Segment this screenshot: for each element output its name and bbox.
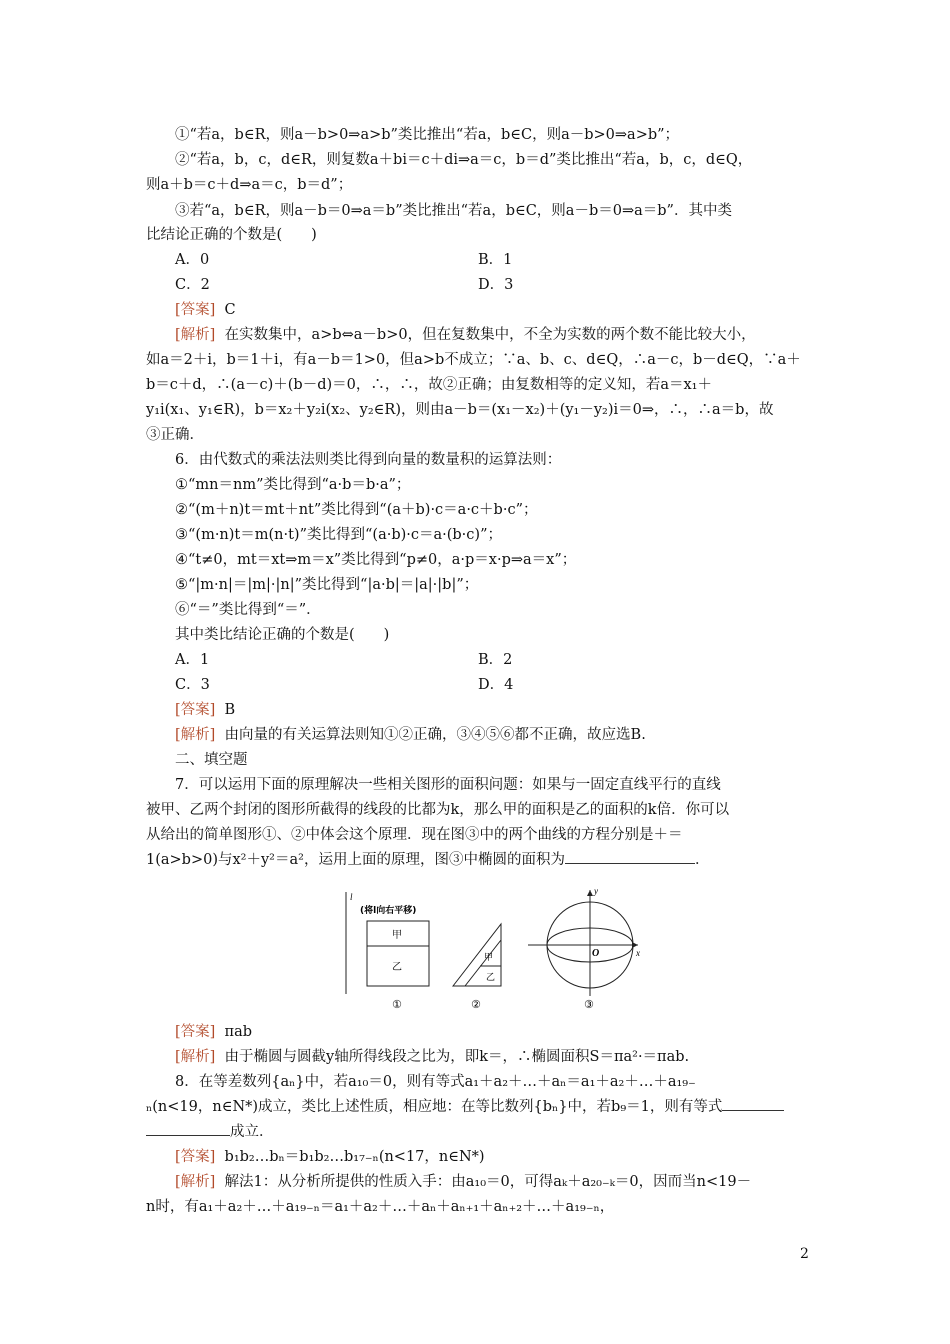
q8-line1: 8．在等差数列{aₙ}中，若a₁₀＝0，则有等式a₁＋a₂＋…＋aₙ＝a₁＋a₂＋…＋a₁₉₋ xyxy=(175,1074,696,1090)
q5-question: 比结论正确的个数是( ) xyxy=(146,227,317,243)
q8-line2-text: ₙ(n<19，n∈N*)成立，类比上述性质，相应地：在等比数列{bₙ}中，若b₉＝1，则有等式 xyxy=(146,1099,723,1115)
page-number: 2 xyxy=(800,1246,809,1262)
answer-value: b₁b₂…bₙ＝b₁b₂…b₁₇₋ₙ(n<17，n∈N*) xyxy=(224,1149,485,1165)
q8-answer xyxy=(175,1146,485,1168)
section-heading: 二、填空题 xyxy=(175,752,248,768)
q6-item-4: ④“t≠0，mt＝xt⇒m＝x”类比得到“p≠0，a·p＝x·p⇒a＝x”； xyxy=(175,552,577,568)
q6-item-3: ③“(m·n)t＝m(n·t)”类比得到“(a·b)·c＝a·(b·c)”； xyxy=(175,527,502,543)
q6-item-6: ⑥“＝”类比得到“＝”． xyxy=(175,602,321,618)
answer-value: πab xyxy=(224,1024,253,1040)
q5-option-b: B．1 xyxy=(478,252,513,268)
q5-option-c: C．2 xyxy=(175,277,210,293)
q5-option-d: D．3 xyxy=(478,277,514,293)
q7-line4 xyxy=(146,849,709,871)
figure-number-1: ① xyxy=(392,998,402,1011)
q7-analysis xyxy=(175,1046,689,1068)
answer-value: C xyxy=(224,302,236,318)
q7-line4-text: 1(a>b>0)与x²＋y²＝a²，运用上面的原理，图③中椭圆的面积为 xyxy=(146,852,565,868)
q8-analysis-line2: n时，有a₁＋a₂＋…＋a₁₉₋ₙ＝a₁＋a₂＋…＋aₙ＋aₙ₊₁＋aₙ₊₂＋…＋a₁₉₋ₙ， xyxy=(146,1199,615,1215)
answer-tag: [答案] xyxy=(175,1149,216,1165)
q8-analysis xyxy=(175,1171,751,1193)
q6-option-b: B．2 xyxy=(478,652,513,668)
q5-statement-2: ②“若a，b，c，d∈R，则复数a＋bi＝c＋di⇒a＝c，b＝d”类比推出“若a，b，c，d∈Q， xyxy=(175,152,753,168)
q5-option-a: A．0 xyxy=(175,252,210,268)
q6-item-2: ②“(m＋n)t＝mt＋nt”类比得到“(a＋b)·c＝a·c＋b·c”； xyxy=(175,502,538,518)
analysis-text: 由向量的有关运算法则知①②正确，③④⑤⑥都不正确，故应选B. xyxy=(224,727,646,743)
answer-value: B xyxy=(224,702,236,718)
q8-line2 xyxy=(146,1096,784,1118)
q8-line3-text: 成立． xyxy=(230,1124,274,1140)
q5-answer xyxy=(175,299,236,321)
analysis-text: 在实数集中，a>b⇔a－b>0，但在复数集中，不全为实数的两个数不能比较大小， xyxy=(224,327,756,343)
figure-area-principle xyxy=(340,886,650,1016)
q6-item-1: ①“mn＝nm”类比得到“a·b＝b·a”； xyxy=(175,477,411,493)
answer-tag: [答案] xyxy=(175,302,216,318)
analysis-text: 解法1：从分析所提供的性质入手：由a₁₀＝0，可得aₖ＋a₂₀₋ₖ＝0，因而当n<19－ xyxy=(224,1174,752,1190)
figure-number-2: ② xyxy=(471,998,481,1011)
q5-statement-3: ③若“a，b∈R，则a－b＝0⇒a＝b”类比推出“若a，b∈C，则a－b＝0⇒a＝b”．其中类 xyxy=(175,203,732,219)
q5-statement-1: ①“若a，b∈R，则a－b>0⇒a>b”类比推出“若a，b∈C，则a－b>0⇒a>b”； xyxy=(175,127,680,143)
analysis-tag: [解析] xyxy=(175,1049,216,1065)
q5-analysis-line4: y₁i(x₁、y₁∈R)，b＝x₂＋y₂i(x₂、y₂∈R)，则由a－b＝(x₁－x₂)＋(y₁－y₂)i＝0⇒，∴，∴a＝b，故 xyxy=(146,402,774,418)
q7-line2: 被甲、乙两个封闭的图形所截得的线段的比都为k，那么甲的面积是乙的面积的k倍．你可以 xyxy=(146,802,730,818)
figure-number-3: ③ xyxy=(584,998,594,1011)
q7-line3: 从给出的简单图形①、②中体会这个原理．现在图③中的两个曲线的方程分别是＋＝ xyxy=(146,827,683,843)
x-axis-label: x xyxy=(636,948,640,958)
yi-label-1: 乙 xyxy=(392,962,402,973)
yi-label-2: 乙 xyxy=(486,973,496,983)
analysis-tag: [解析] xyxy=(175,327,216,343)
jia-label-1: 甲 xyxy=(392,930,402,941)
q7-answer xyxy=(175,1021,252,1043)
q5-analysis xyxy=(175,324,756,346)
q6-option-c: C．3 xyxy=(175,677,210,693)
q6-question: 其中类比结论正确的个数是( ) xyxy=(175,627,390,643)
q6-analysis xyxy=(175,724,646,746)
answer-blank-part1[interactable] xyxy=(722,1096,784,1111)
y-axis-label: y xyxy=(594,886,598,896)
q5-analysis-line2: 如a＝2＋i，b＝1＋i，有a－b＝1>0，但a>b不成立；∵a、b、c、d∈Q，∴a－c，b－d∈Q，∵a＋ xyxy=(146,352,801,368)
q6-stem: 6．由代数式的乘法法则类比得到向量的数量积的运算法则： xyxy=(175,452,562,468)
origin-label: O xyxy=(592,948,600,959)
shift-label: (将l向右平移) xyxy=(360,906,417,916)
q5-analysis-line5: ③正确． xyxy=(146,427,204,443)
answer-tag: [答案] xyxy=(175,1024,216,1040)
answer-blank[interactable] xyxy=(565,849,695,864)
analysis-tag: [解析] xyxy=(175,1174,216,1190)
q8-line3 xyxy=(146,1121,274,1143)
l-label: l xyxy=(350,892,353,902)
answer-tag: [答案] xyxy=(175,702,216,718)
q7-line4-end: ． xyxy=(694,852,710,868)
q5-statement-2-cont: 则a＋b＝c＋d⇒a＝c，b＝d”； xyxy=(146,177,353,193)
q6-option-a: A．1 xyxy=(175,652,210,668)
q7-line1: 7．可以运用下面的原理解决一些相关图形的面积问题：如果与一固定直线平行的直线 xyxy=(175,777,721,793)
answer-blank-part2[interactable] xyxy=(146,1121,230,1136)
jia-label-2: 甲 xyxy=(484,953,494,963)
analysis-tag: [解析] xyxy=(175,727,216,743)
y-axis-arrow xyxy=(587,890,593,896)
analysis-text: 由于椭圆与圆截y轴所得线段之比为，即k＝，∴椭圆面积S＝πa²·＝πab. xyxy=(224,1049,690,1065)
q6-option-d: D．4 xyxy=(478,677,514,693)
q5-analysis-line3: b＝c＋d，∴(a－c)＋(b－d)＝0，∴，∴，故②正确；由复数相等的定义知，若a＝x₁＋ xyxy=(146,377,712,393)
q6-item-5: ⑤“|m·n|＝|m|·|n|”类比得到“|a·b|＝|a|·|b|”； xyxy=(175,577,479,593)
q6-answer xyxy=(175,699,235,721)
